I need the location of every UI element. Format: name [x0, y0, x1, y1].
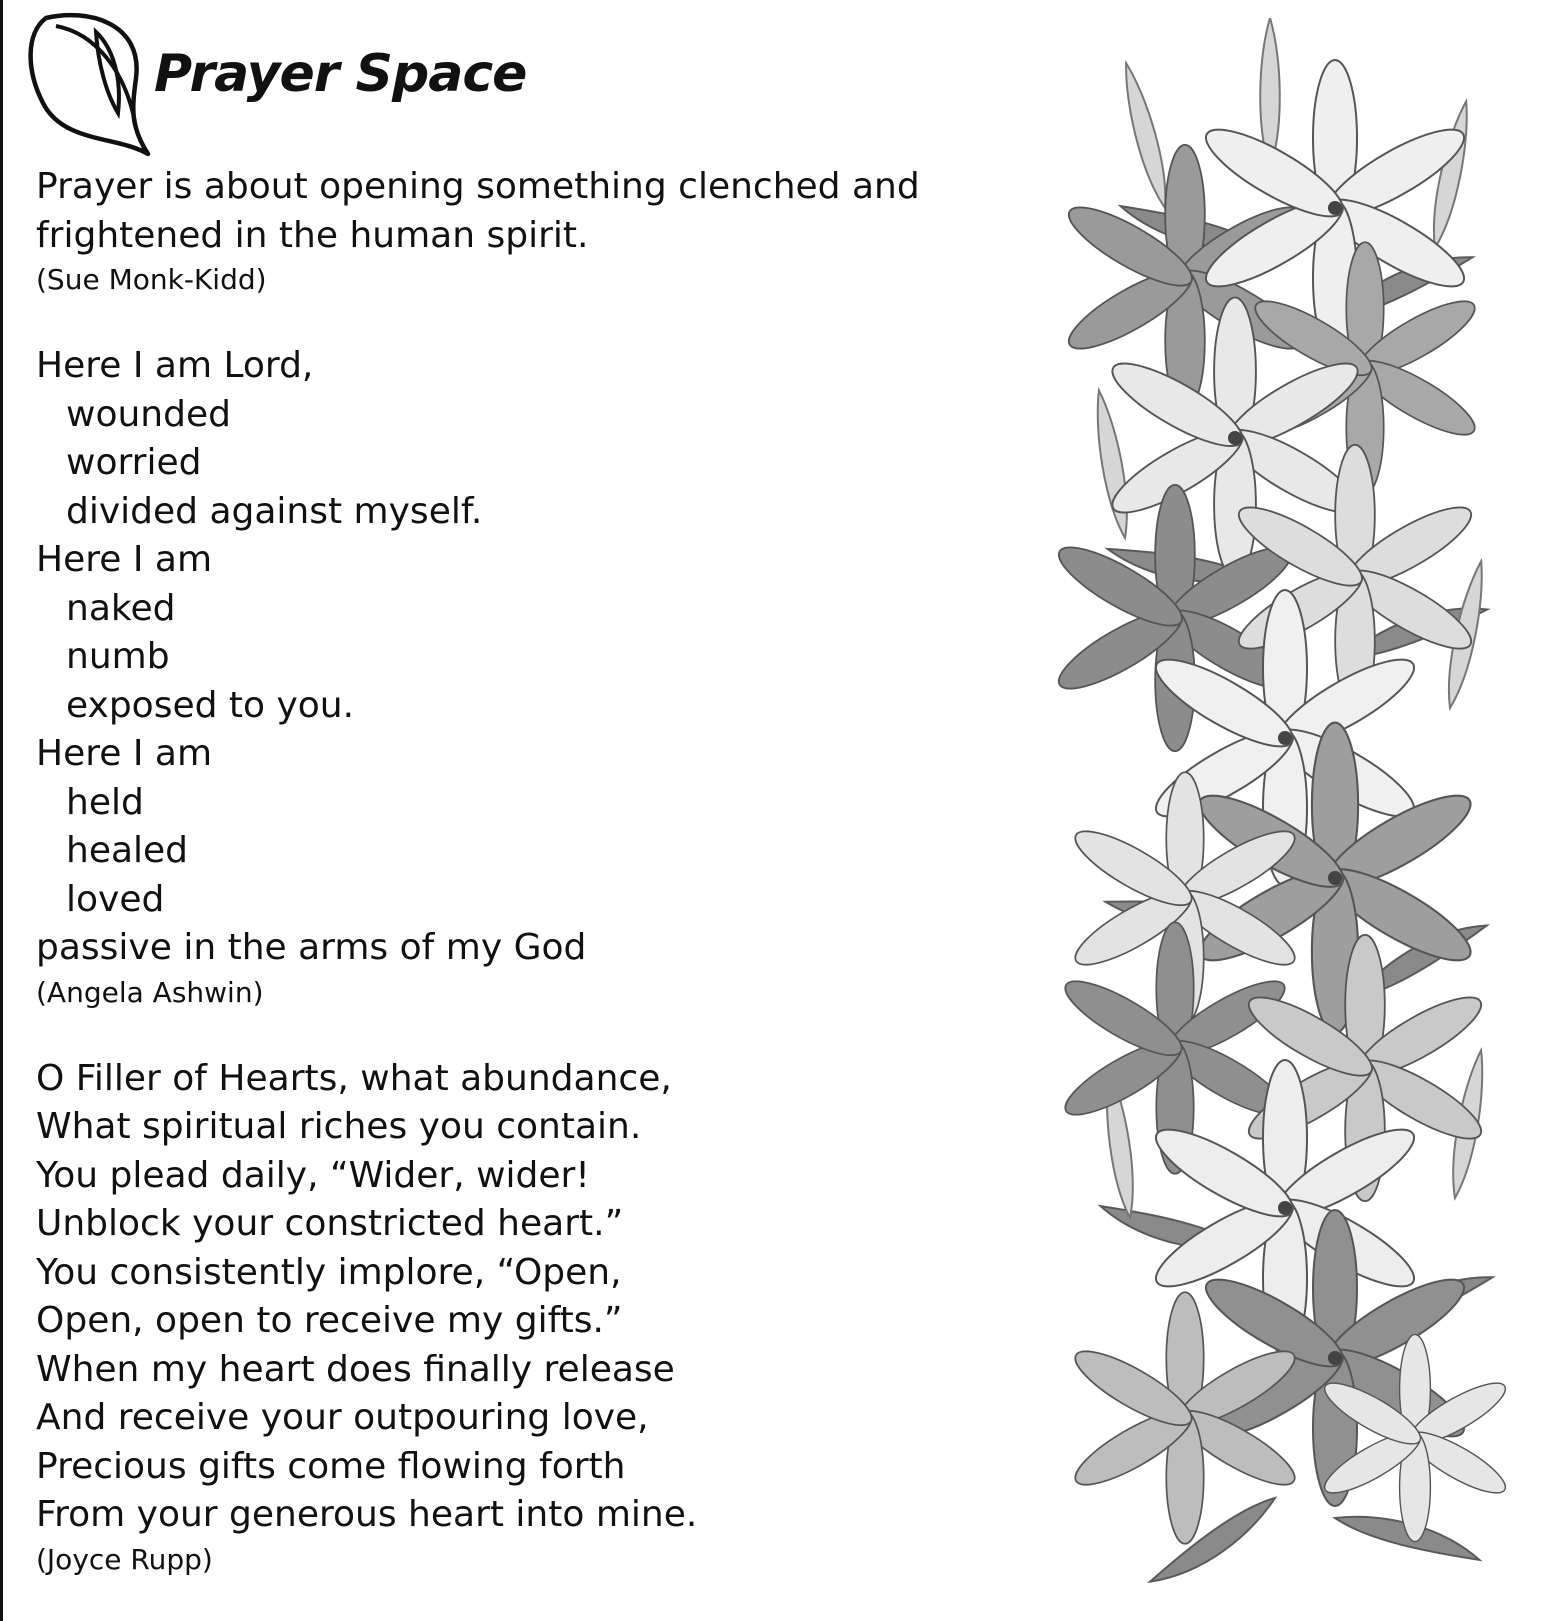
poem-line: Here I am Lord,	[36, 345, 314, 386]
poem-line: Here I am	[36, 733, 213, 774]
attribution: (Angela Ashwin)	[36, 975, 264, 1009]
prayer-text	[36, 163, 1016, 1580]
poem-line: naked	[66, 587, 176, 629]
lily-flowers-illustration	[1035, 18, 1555, 1618]
poem-line: divided against myself.	[66, 490, 483, 532]
poem-line: held	[66, 781, 144, 823]
poem-line: From your generous heart into mine.	[36, 1494, 698, 1535]
poem-line: Precious gifts come flowing forth	[36, 1445, 626, 1487]
poem-line: You consistently implore, “Open,	[36, 1251, 622, 1293]
page-header	[18, 8, 718, 168]
poem-joyce-rupp	[36, 1055, 1016, 1580]
poem-line: loved	[66, 878, 165, 920]
leaf-icon	[18, 8, 153, 158]
poem-line: passive in the arms of my God	[36, 927, 587, 968]
poem-line: O Filler of Hearts, what abundance,	[36, 1057, 672, 1099]
poem-line: What spiritual riches you contain.	[36, 1106, 642, 1147]
poem-line: Unblock your constricted heart.”	[36, 1203, 624, 1244]
text-line: frightened in the human spirit.	[36, 214, 589, 256]
poem-line: numb	[66, 636, 170, 677]
poem-line: wounded	[66, 393, 231, 435]
quote-sue-monk-kidd	[36, 163, 1016, 300]
left-border-rule	[0, 0, 3, 1621]
attribution: (Sue Monk-Kidd)	[36, 263, 267, 296]
poem-line: You plead daily, “Wider, wider!	[36, 1154, 590, 1196]
page-title: Prayer Space	[154, 44, 527, 104]
poem-line: healed	[66, 830, 189, 871]
poem-line: worried	[66, 442, 202, 483]
poem-line: Here I am	[36, 539, 213, 580]
poem-line: exposed to you.	[66, 684, 355, 726]
text-line: Prayer is about opening something clenched and	[36, 166, 920, 207]
poem-line: Open, open to receive my gifts.”	[36, 1300, 623, 1341]
attribution: (Joyce Rupp)	[36, 1542, 213, 1576]
poem-angela-ashwin	[36, 342, 1016, 1013]
poem-line: And receive your outpouring love,	[36, 1397, 649, 1438]
poem-line: When my heart does finally release	[36, 1348, 675, 1390]
